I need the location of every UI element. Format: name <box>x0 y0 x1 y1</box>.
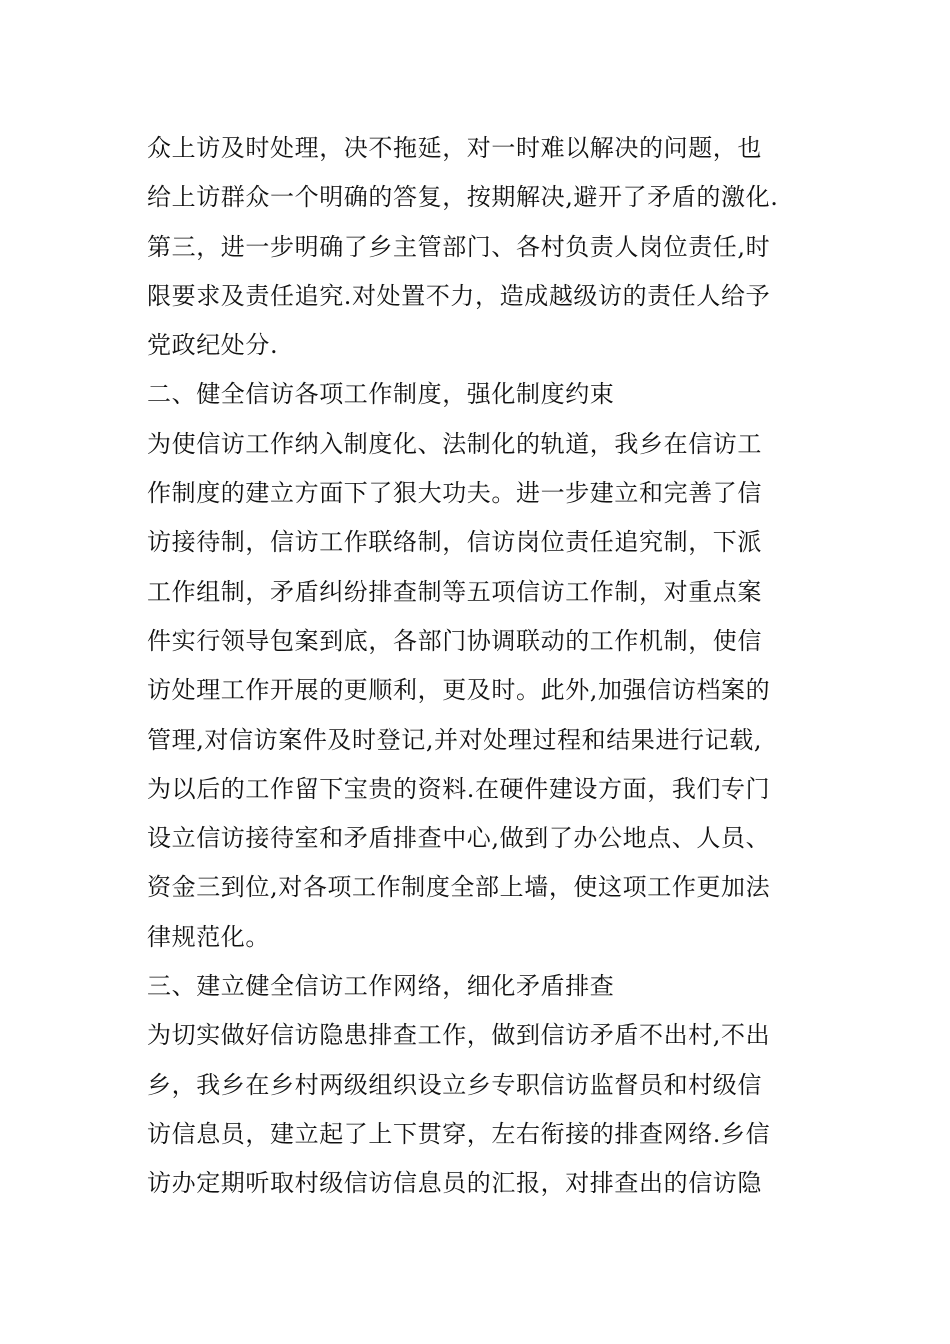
text-line: 访处理工作开展的更顺利，更及时。此外,加强信访档案的 <box>147 676 771 705</box>
text-line: 律规范化。 <box>147 922 270 951</box>
section-heading: 二、健全信访各项工作制度，强化制度约束 <box>147 380 615 409</box>
text-line: 给上访群众一个明确的答复，按期解决,避开了矛盾的激化. <box>147 183 779 212</box>
text-line: 访接待制，信访工作联络制，信访岗位责任追究制，下派 <box>147 528 762 557</box>
text-line: 为切实做好信访隐患排查工作，做到信访矛盾不出村,不出 <box>147 1021 771 1050</box>
text-line: 访办定期听取村级信访信息员的汇报，对排查出的信访隐 <box>147 1169 762 1198</box>
text-line: 资金三到位,对各项工作制度全部上墙，使这项工作更加法 <box>147 873 771 902</box>
text-line: 限要求及责任追究.对处置不力，造成越级访的责任人给予 <box>147 281 771 310</box>
text-line: 众上访及时处理，决不拖延，对一时难以解决的问题，也 <box>147 134 762 162</box>
text-line: 管理,对信访案件及时登记,并对处理过程和结果进行记载, <box>147 725 763 754</box>
text-line: 件实行领导包案到底，各部门协调联动的工作机制，使信 <box>147 626 762 655</box>
text-line: 工作组制，矛盾纠纷排查制等五项信访工作制，对重点案 <box>147 577 762 606</box>
text-line: 访信息员，建立起了上下贯穿，左右衔接的排查网络.乡信 <box>147 1119 771 1148</box>
section-heading: 三、建立健全信访工作网络，细化矛盾排查 <box>147 972 615 1001</box>
text-line: 为使信访工作纳入制度化、法制化的轨道，我乡在信访工 <box>147 429 762 458</box>
text-line: 作制度的建立方面下了狠大功夫。进一步建立和完善了信 <box>147 479 762 508</box>
text-line: 为以后的工作留下宝贵的资料.在硬件建设方面，我们专门 <box>147 774 771 803</box>
text-line: 第三，进一步明确了乡主管部门、各村负责人岗位责任,时 <box>147 232 771 261</box>
text-line: 乡，我乡在乡村两级组织设立乡专职信访监督员和村级信 <box>147 1070 762 1099</box>
text-line: 党政纪处分. <box>147 331 279 360</box>
text-line: 设立信访接待室和矛盾排查中心,做到了办公地点、人员、 <box>147 824 771 853</box>
document-body <box>147 124 807 1209</box>
